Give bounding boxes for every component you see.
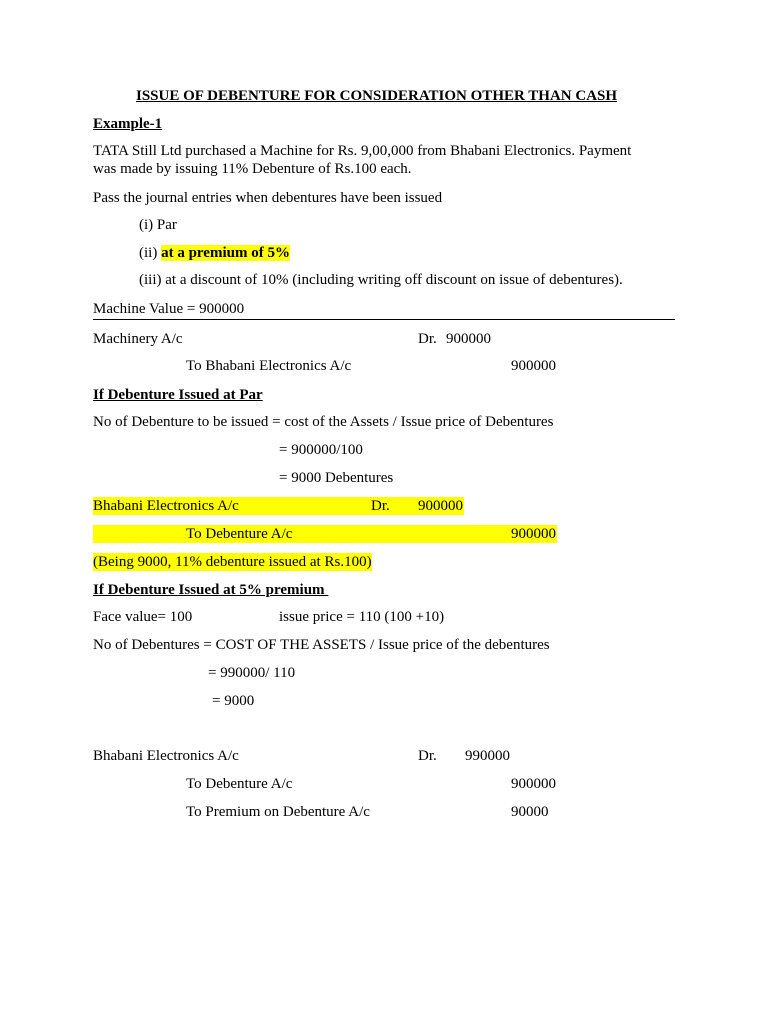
- par-credit-account: To Debenture A/c: [186, 526, 293, 542]
- entry1-debit-amount: 900000: [446, 331, 491, 347]
- premium-calc-line-1: No of Debentures = COST OF THE ASSETS / Issue price of the debentures: [93, 637, 550, 653]
- premium-issue-price: issue price = 110 (100 +10): [279, 609, 445, 625]
- par-debit-marker: Dr.: [371, 498, 390, 514]
- premium-calc-line-3: = 9000: [212, 693, 255, 709]
- premium-debit-amount: 990000: [465, 748, 510, 764]
- premium-calc-line-2: = 990000/ 110: [208, 665, 296, 681]
- premium-heading: If Debenture Issued at 5% premium: [93, 582, 329, 598]
- option-par: (i) Par: [139, 217, 177, 233]
- premium-credit2-account: To Premium on Debenture A/c: [186, 804, 370, 820]
- entry1-debit-account: Machinery A/c: [93, 331, 183, 347]
- premium-debit-marker: Dr.: [418, 748, 437, 764]
- premium-credit1-amount: 900000: [511, 776, 556, 792]
- machine-value: Machine Value = 900000: [93, 301, 245, 317]
- par-credit-highlight: [93, 525, 557, 543]
- premium-debit-account: Bhabani Electronics A/c: [93, 748, 239, 764]
- premium-credit2-amount: 90000: [511, 804, 549, 820]
- par-calc-line-3: = 9000 Debentures: [279, 470, 394, 486]
- entry1-credit-account: To Bhabani Electronics A/c: [186, 358, 352, 374]
- page-title: ISSUE OF DEBENTURE FOR CONSIDERATION OTHER THAN CASH: [136, 88, 618, 104]
- divider-line: [93, 319, 675, 320]
- option-discount: (iii) at a discount of 10% (including writing off discount on issue of debentures).: [139, 272, 623, 288]
- premium-credit1-account: To Debenture A/c: [186, 776, 293, 792]
- par-heading: If Debenture Issued at Par: [93, 387, 263, 403]
- par-debit-amount: 900000: [418, 498, 463, 514]
- problem-statement-line-1: TATA Still Ltd purchased a Machine for Rs. 9,00,000 from Bhabani Electronics. Payment: [93, 143, 632, 159]
- par-credit-amount: 900000: [511, 526, 556, 542]
- problem-statement-line-2: was made by issuing 11% Debenture of Rs.100 each.: [93, 161, 412, 177]
- entry1-debit-marker: Dr.: [418, 331, 437, 347]
- par-debit-account: Bhabani Electronics A/c: [93, 498, 239, 514]
- premium-face-value: Face value= 100: [93, 609, 193, 625]
- option-premium-highlight: at a premium of 5%: [161, 245, 290, 261]
- entry1-credit-amount: 900000: [511, 358, 556, 374]
- example-heading: Example-1: [93, 116, 163, 132]
- option-premium: [139, 244, 290, 262]
- instruction-text: Pass the journal entries when debentures have been issued: [93, 190, 443, 206]
- option-premium-prefix: (ii): [139, 245, 162, 261]
- par-narration: (Being 9000, 11% debenture issued at Rs.100): [93, 554, 372, 570]
- par-calc-line-2: = 900000/100: [279, 442, 363, 458]
- par-calc-line-1: No of Debenture to be issued = cost of the Assets / Issue price of Debentures: [93, 414, 554, 430]
